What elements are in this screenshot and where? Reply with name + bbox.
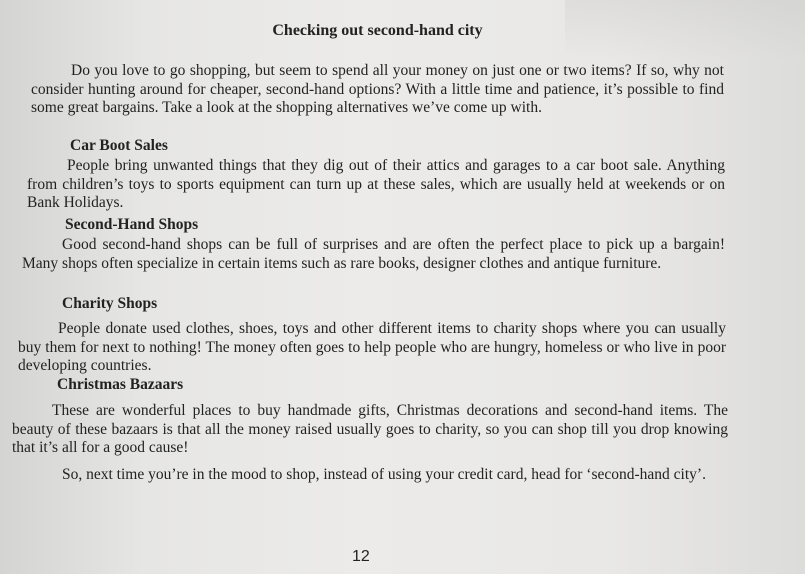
car-boot-sales-text: People bring unwanted things that they dig out of their attics and garages to a car boot sale. Anything from children’s toys to sports equipment can turn up at these sales, which are usually held at weekends or on Bank Holidays. [27, 157, 725, 211]
section-text-charity-shops [18, 320, 726, 376]
second-hand-shops-text: Good second-hand shops can be full of surprises and are often the perfect place to pick up a bargain! Many shops often specialize in certain items such as rare books, designer clothes and antique furniture. [22, 236, 725, 272]
section-text-christmas-bazaars [12, 402, 728, 458]
intro-text: Do you love to go shopping, but seem to spend all your money on just one or two items? If so, why not consider hunting around for cheaper, second-hand options? With a little time and patience, it’s possible to find some great bargains. Take a look at the shopping alternatives we’ve come up with. [31, 62, 724, 116]
page-number: 12 [352, 548, 370, 565]
christmas-bazaars-text: These are wonderful places to buy handmade gifts, Christmas decorations and second-hand items. The beauty of these bazaars is that all the money raised usually goes to charity, so you can shop till you drop knowing that it’s all for a good cause! [12, 402, 728, 456]
closing-text: So, next time you’re in the mood to shop, instead of using your credit card, head for ‘second-hand city’. [62, 466, 706, 483]
charity-shops-text: People donate used clothes, shoes, toys and other different items to charity shops where you can usually buy them for next to nothing! The money often goes to help people who are hungry, homeless or who live in poor developing countries. [18, 320, 726, 374]
section-heading-second-hand-shops: Second-Hand Shops [65, 216, 199, 233]
page-title: Checking out second-hand city [272, 22, 483, 39]
section-heading-car-boot-sales: Car Boot Sales [70, 137, 168, 154]
section-heading-charity-shops: Charity Shops [62, 295, 158, 312]
section-text-car-boot-sales [27, 157, 725, 213]
closing-paragraph [12, 466, 729, 485]
section-heading-christmas-bazaars: Christmas Bazaars [57, 376, 184, 393]
intro-paragraph [31, 62, 724, 118]
section-text-second-hand-shops [22, 236, 725, 273]
